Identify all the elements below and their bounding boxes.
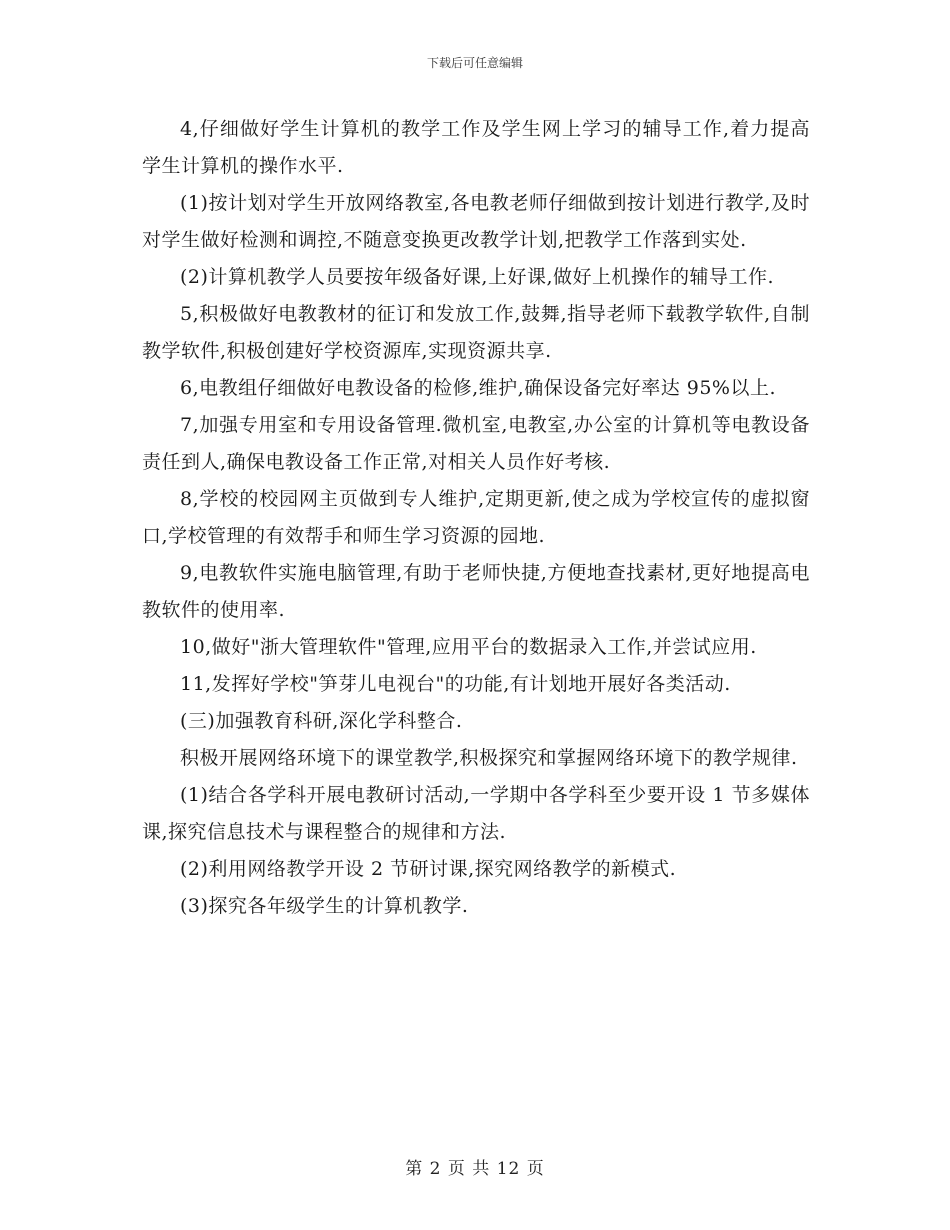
paragraph-9: 10,做好"浙大管理软件"管理,应用平台的数据录入工作,并尝试应用. (180, 636, 757, 658)
paragraph-13: (1)结合各学科开展电教研讨活动,一学期中各学科至少要开设 1 节多媒体课,探究信息技术与课程整合的规律和方法. (142, 784, 810, 843)
paragraph-3: (2)计算机教学人员要按年级备好课,上好课,做好上机操作的辅导工作. (180, 266, 775, 288)
paragraph-5: 6,电教组仔细做好电教设备的检修,维护,确保设备完好率达 95%以上. (180, 377, 777, 399)
page-number-footer: 第 2 页 共 12 页 (405, 1159, 545, 1179)
paragraph-8: 9,电教软件实施电脑管理,有助于老师快捷,方便地查找素材,更好地提高电教软件的使用率. (142, 562, 810, 621)
paragraph-2: (1)按计划对学生开放网络教室,各电教老师仔细做到按计划进行教学,及时对学生做好检测和调控,不随意变换更改教学计划,把教学工作落到实处. (142, 192, 810, 251)
paragraph-10: 11,发挥好学校"笋芽儿电视台"的功能,有计划地开展好各类活动. (180, 673, 731, 695)
paragraph-6: 7,加强专用室和专用设备管理.微机室,电教室,办公室的计算机等电教设备责任到人,确保电教设备工作正常,对相关人员作好考核. (142, 414, 810, 473)
paragraph-14: (2)利用网络教学开设 2 节研讨课,探究网络教学的新模式. (180, 858, 677, 880)
paragraph-12: 积极开展网络环境下的课堂教学,积极探究和掌握网络环境下的教学规律. (180, 747, 798, 769)
paragraph-4: 5,积极做好电教教材的征订和发放工作,鼓舞,指导老师下载教学软件,自制教学软件,积极创建好学校资源库,实现资源共享. (142, 303, 810, 362)
page-header: 下载后可任意编辑 (426, 56, 523, 70)
paragraph-7: 8,学校的校园网主页做到专人维护,定期更新,使之成为学校宣传的虚拟窗口,学校管理的有效帮手和师生学习资源的园地. (142, 488, 810, 547)
document-body (142, 111, 810, 925)
paragraph-1: 4,仔细做好学生计算机的教学工作及学生网上学习的辅导工作,着力提高学生计算机的操作水平. (142, 118, 810, 177)
paragraph-15: (3)探究各年级学生的计算机教学. (180, 895, 469, 917)
paragraph-11: (三)加强教育科研,深化学科整合. (180, 710, 463, 732)
